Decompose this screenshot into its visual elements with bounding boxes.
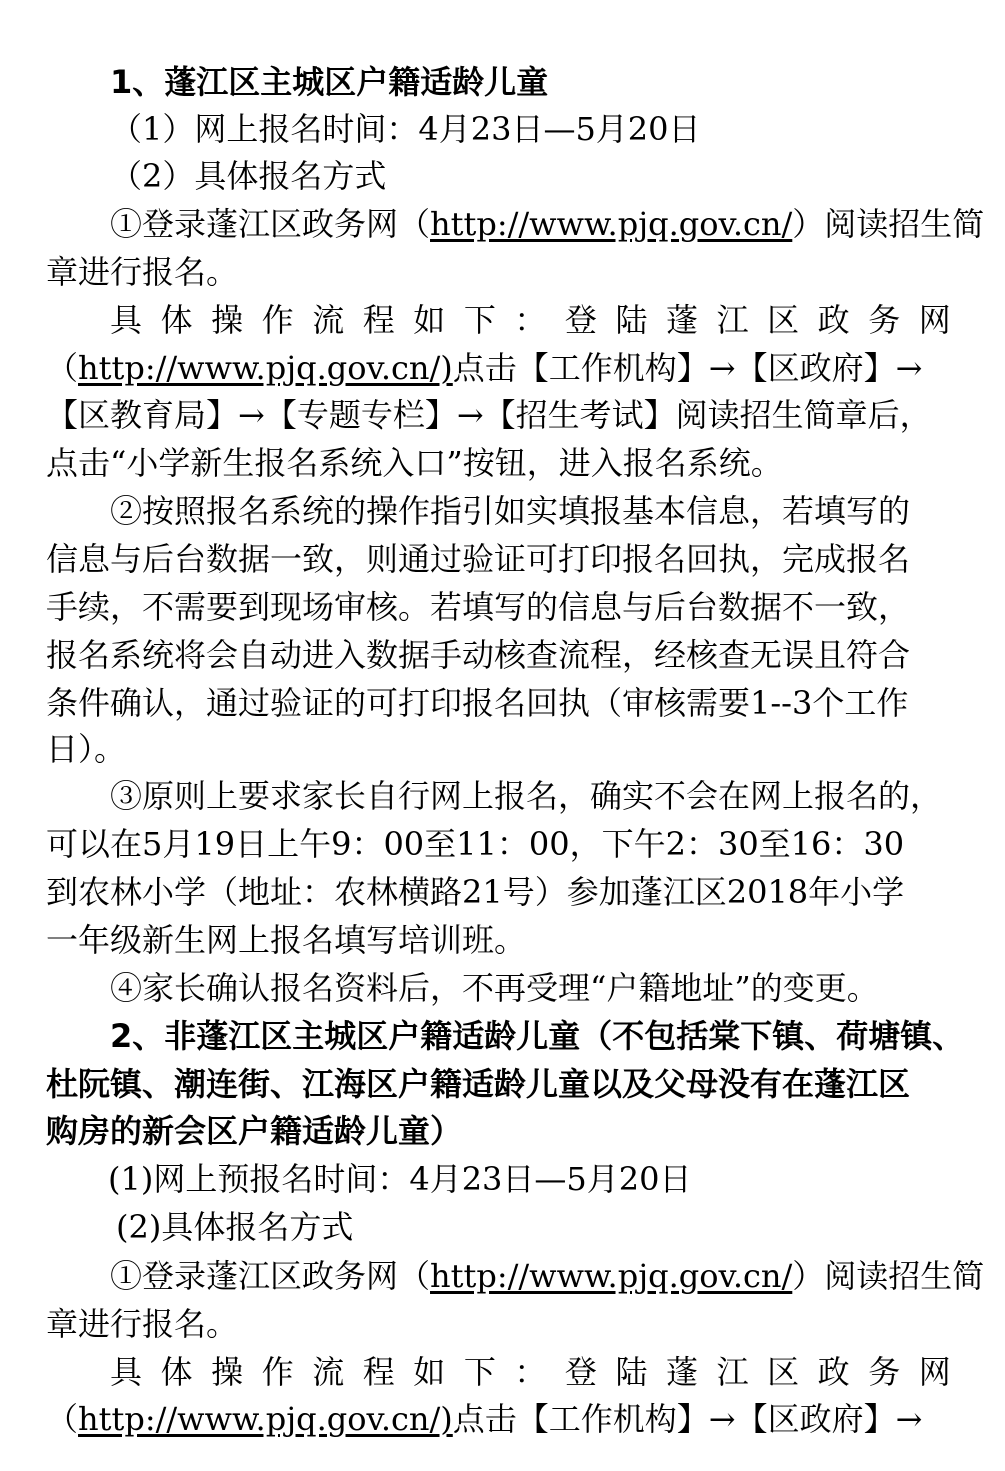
section-2-heading-line3: 购房的新会区户籍适龄儿童） bbox=[46, 1112, 463, 1150]
section-1-item2-line4: 报名系统将会自动进入数据手动核查流程，经核查无误且符合 bbox=[46, 636, 911, 674]
flow-char: 作 bbox=[261, 301, 294, 339]
gov-site-link[interactable]: http://www.pjq.gov.cn/) bbox=[78, 349, 453, 387]
flow-char: 具 bbox=[110, 301, 143, 339]
section-2-item1-line2: 章进行报名。 bbox=[46, 1305, 239, 1343]
flow-char: 网 bbox=[918, 301, 951, 339]
flow-char: 程 bbox=[362, 301, 395, 339]
flow-char: 政 bbox=[817, 301, 850, 339]
flow-char: 具 bbox=[110, 1353, 143, 1391]
flow-char: 体 bbox=[160, 1353, 193, 1391]
flow-char: 陆 bbox=[615, 301, 648, 339]
flow-char: ： bbox=[514, 301, 547, 339]
section-1-item3-line1: ③原则上要求家长自行网上报名，确实不会在网上报名的， bbox=[110, 777, 943, 815]
section-1-item4: ④家长确认报名资料后，不再受理“户籍地址”的变更。 bbox=[110, 969, 879, 1007]
flow-char: 操 bbox=[211, 1353, 244, 1391]
section-1-time: （1）网上报名时间：4月23日—5月20日 bbox=[110, 110, 701, 148]
section-1-flow-line4: 点击“小学新生报名系统入口”按钮，进入报名系统。 bbox=[46, 444, 783, 482]
flow-char: 程 bbox=[362, 1353, 395, 1391]
section-1-item2-line2: 信息与后台数据一致，则通过验证可打印报名回执，完成报名 bbox=[46, 540, 911, 578]
section-1-item3-line2: 可以在5月19日上午9：00至11：00，下午2：30至16：30 bbox=[46, 825, 905, 863]
section-1-item1-line2: 章进行报名。 bbox=[46, 253, 239, 291]
section-1-item2-line3: 手续，不需要到现场审核。若填写的信息与后台数据不一致， bbox=[46, 588, 911, 626]
section-2-heading-line1: 2、非蓬江区主城区户籍适龄儿童（不包括棠下镇、荷塘镇、 bbox=[110, 1017, 965, 1055]
section-2-method: (2)具体报名方式 bbox=[116, 1208, 354, 1246]
section-2-flow-heading bbox=[110, 1349, 951, 1395]
flow-char: 蓬 bbox=[666, 1353, 699, 1391]
flow-char: 网 bbox=[918, 1353, 951, 1391]
flow-char: 登 bbox=[564, 301, 597, 339]
section-2-heading-line2: 杜阮镇、潮连街、江海区户籍适龄儿童以及父母没有在蓬江区 bbox=[46, 1065, 911, 1103]
flow-char: 体 bbox=[160, 301, 193, 339]
flow-char: 政 bbox=[817, 1353, 850, 1391]
section-1-method: （2）具体报名方式 bbox=[110, 157, 387, 195]
flow-char: 江 bbox=[716, 301, 749, 339]
gov-site-link[interactable]: http://www.pjq.gov.cn/) bbox=[78, 1400, 453, 1438]
flow-char: ： bbox=[514, 1353, 547, 1391]
flow-char: 作 bbox=[261, 1353, 294, 1391]
flow-char: 蓬 bbox=[666, 301, 699, 339]
section-2-flow-line2 bbox=[46, 1396, 951, 1442]
section-1-heading: 1、蓬江区主城区户籍适龄儿童 bbox=[110, 63, 549, 101]
gov-site-link[interactable]: http://www.pjq.gov.cn/ bbox=[430, 1257, 793, 1295]
flow-char: 江 bbox=[716, 1353, 749, 1391]
flow-char: 如 bbox=[413, 301, 446, 339]
item1-suffix: ）阅读招生简 bbox=[792, 1257, 985, 1295]
section-1-item2-line6: 日）。 bbox=[46, 730, 127, 768]
section-1-item1-line1 bbox=[110, 201, 985, 247]
flow-char: 务 bbox=[868, 1353, 901, 1391]
flow-char: 流 bbox=[312, 1353, 345, 1391]
flow-char: 区 bbox=[767, 301, 800, 339]
flow-char: 陆 bbox=[615, 1353, 648, 1391]
flow-suffix: 点击【工作机构】→【区政府】→ bbox=[452, 1400, 923, 1438]
flow-char: 流 bbox=[312, 301, 345, 339]
section-2-item1-line1 bbox=[110, 1253, 985, 1299]
flow-prefix: （ bbox=[46, 1400, 79, 1438]
flow-char: 如 bbox=[413, 1353, 446, 1391]
section-1-item3-line4: 一年级新生网上报名填写培训班。 bbox=[46, 921, 527, 959]
gov-site-link[interactable]: http://www.pjq.gov.cn/ bbox=[430, 205, 793, 243]
flow-char: 登 bbox=[564, 1353, 597, 1391]
flow-char: 下 bbox=[463, 1353, 496, 1391]
section-1-item2-line1: ②按照报名系统的操作指引如实填报基本信息，若填写的 bbox=[110, 492, 911, 530]
section-1-item2-line5: 条件确认，通过验证的可打印报名回执（审核需要1--3个工作 bbox=[46, 684, 909, 722]
section-1-flow-heading bbox=[110, 297, 951, 343]
section-1-item3-line3: 到农林小学（地址：农林横路21号）参加蓬江区2018年小学 bbox=[46, 873, 905, 911]
flow-char: 下 bbox=[463, 301, 496, 339]
flow-char: 区 bbox=[767, 1353, 800, 1391]
flow-prefix: （ bbox=[46, 349, 79, 387]
flow-char: 务 bbox=[868, 301, 901, 339]
item1-prefix: ①登录蓬江区政务网（ bbox=[110, 1257, 431, 1295]
section-2-time: (1)网上预报名时间：4月23日—5月20日 bbox=[108, 1160, 692, 1198]
flow-char: 操 bbox=[211, 301, 244, 339]
section-1-flow-line3: 【区教育局】→【专题专栏】→【招生考试】阅读招生简章后， bbox=[46, 396, 932, 434]
item1-prefix: ①登录蓬江区政务网（ bbox=[110, 205, 431, 243]
section-1-flow-line2 bbox=[46, 345, 951, 391]
flow-suffix: 点击【工作机构】→【区政府】→ bbox=[452, 349, 923, 387]
item1-suffix: ）阅读招生简 bbox=[792, 205, 985, 243]
